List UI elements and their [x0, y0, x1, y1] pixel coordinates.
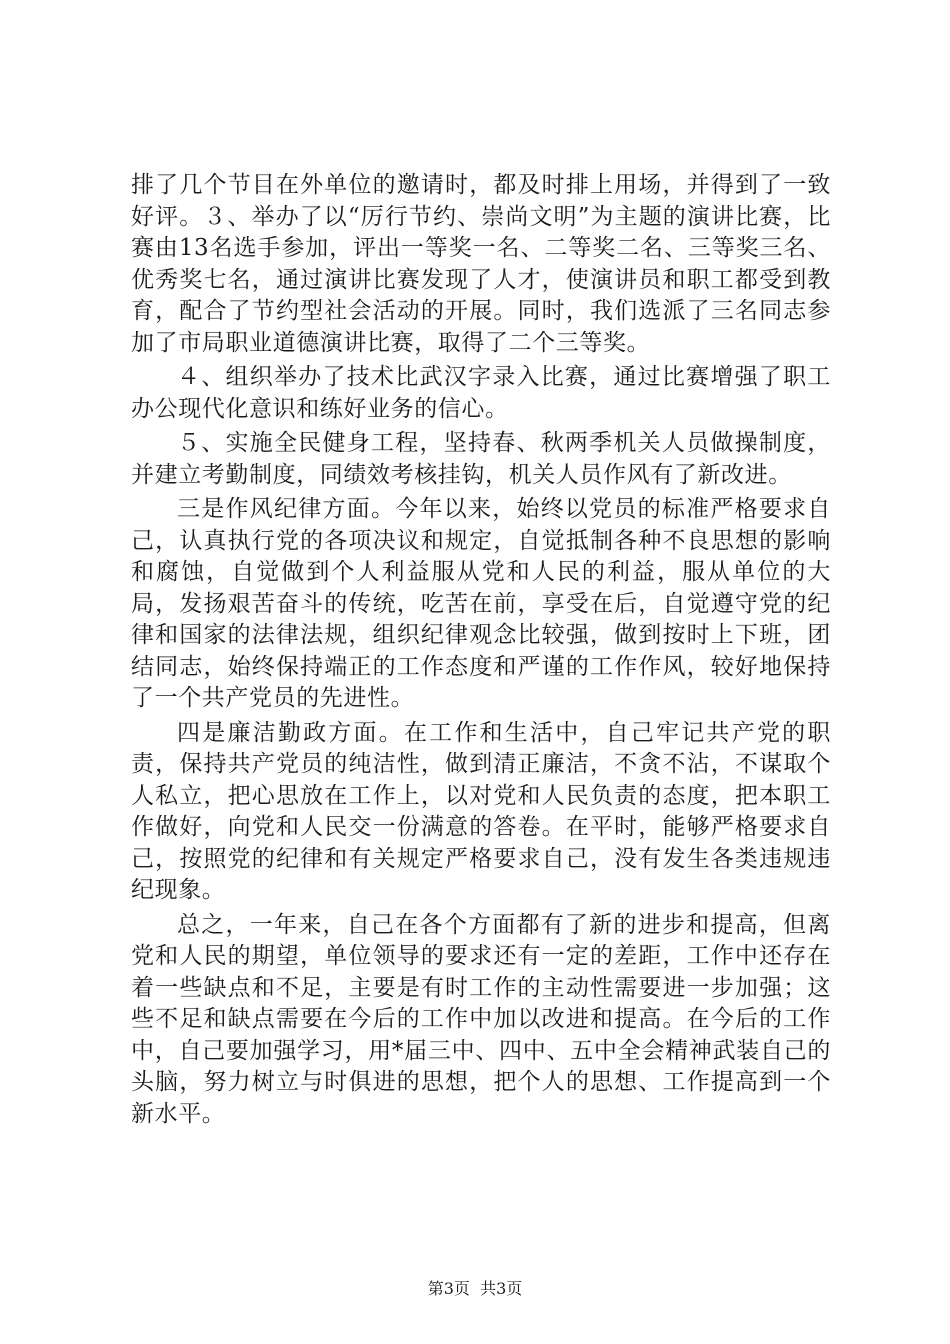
document-body [131, 170, 831, 1133]
paragraph-1: 排了几个节目在外单位的邀请时，都及时排上用场，并得到了一致好评。３、举办了以“厉行节约、崇尚文明”为主题的演讲比赛，比赛由13名选手参加，评出一等奖一名、二等奖二名、三等奖三名、优秀奖七名，通过演讲比赛发现了人才，使演讲员和职工都受到教育，配合了节约型社会活动的开展。同时，我们选派了三名同志参加了市局职业道德演讲比赛，取得了二个三等奖。 [131, 172, 831, 356]
paragraph-4: 三是作风纪律方面。今年以来，始终以党员的标准严格要求自己，认真执行党的各项决议和规定，自觉抵制各种不良思想的影响和腐蚀，自觉做到个人利益服从党和人民的利益，服从单位的大局，发扬艰苦奋斗的传统，吃苦在前，享受在后，自觉遵守党的纪律和国家的法律法规，组织纪律观念比较强，做到按时上下班，团结同志，始终保持端正的工作态度和严谨的工作作风，较好地保持了一个共产党员的先进性。 [131, 496, 831, 711]
paragraph-6: 总之，一年来，自己在各个方面都有了新的进步和提高，但离党和人民的期望，单位领导的要求还有一定的差距，工作中还存在着一些缺点和不足，主要是有时工作的主动性需要进一步加强；这些不足和缺点需要在今后的工作中加以改进和提高。在今后的工作中，自己要加强学习，用*届三中、四中、五中全会精神武装自己的头脑，努力树立与时俱进的思想，把个人的思想、工作提高到一个新水平。 [131, 911, 831, 1127]
paragraph-3: ５、实施全民健身工程，坚持春、秋两季机关人员做操制度，并建立考勤制度，同绩效考核挂钩，机关人员作风有了新改进。 [131, 430, 831, 488]
page-footer: 第3页 共3页 [427, 1279, 523, 1298]
paragraph-5: 四是廉洁勤政方面。在工作和生活中，自己牢记共产党的职责，保持共产党员的纯洁性，做到清正廉洁，不贪不沾，不谋取个人私立，把心思放在工作上，以对党和人民负责的态度，把本职工作做好，向党和人民交一份满意的答卷。在平时，能够严格要求自己，按照党的纪律和有关规定严格要求自己，没有发生各类违规违纪现象。 [131, 719, 831, 903]
paragraph-2: ４、组织举办了技术比武汉字录入比赛，通过比赛增强了职工办公现代化意识和练好业务的信心。 [131, 364, 831, 422]
